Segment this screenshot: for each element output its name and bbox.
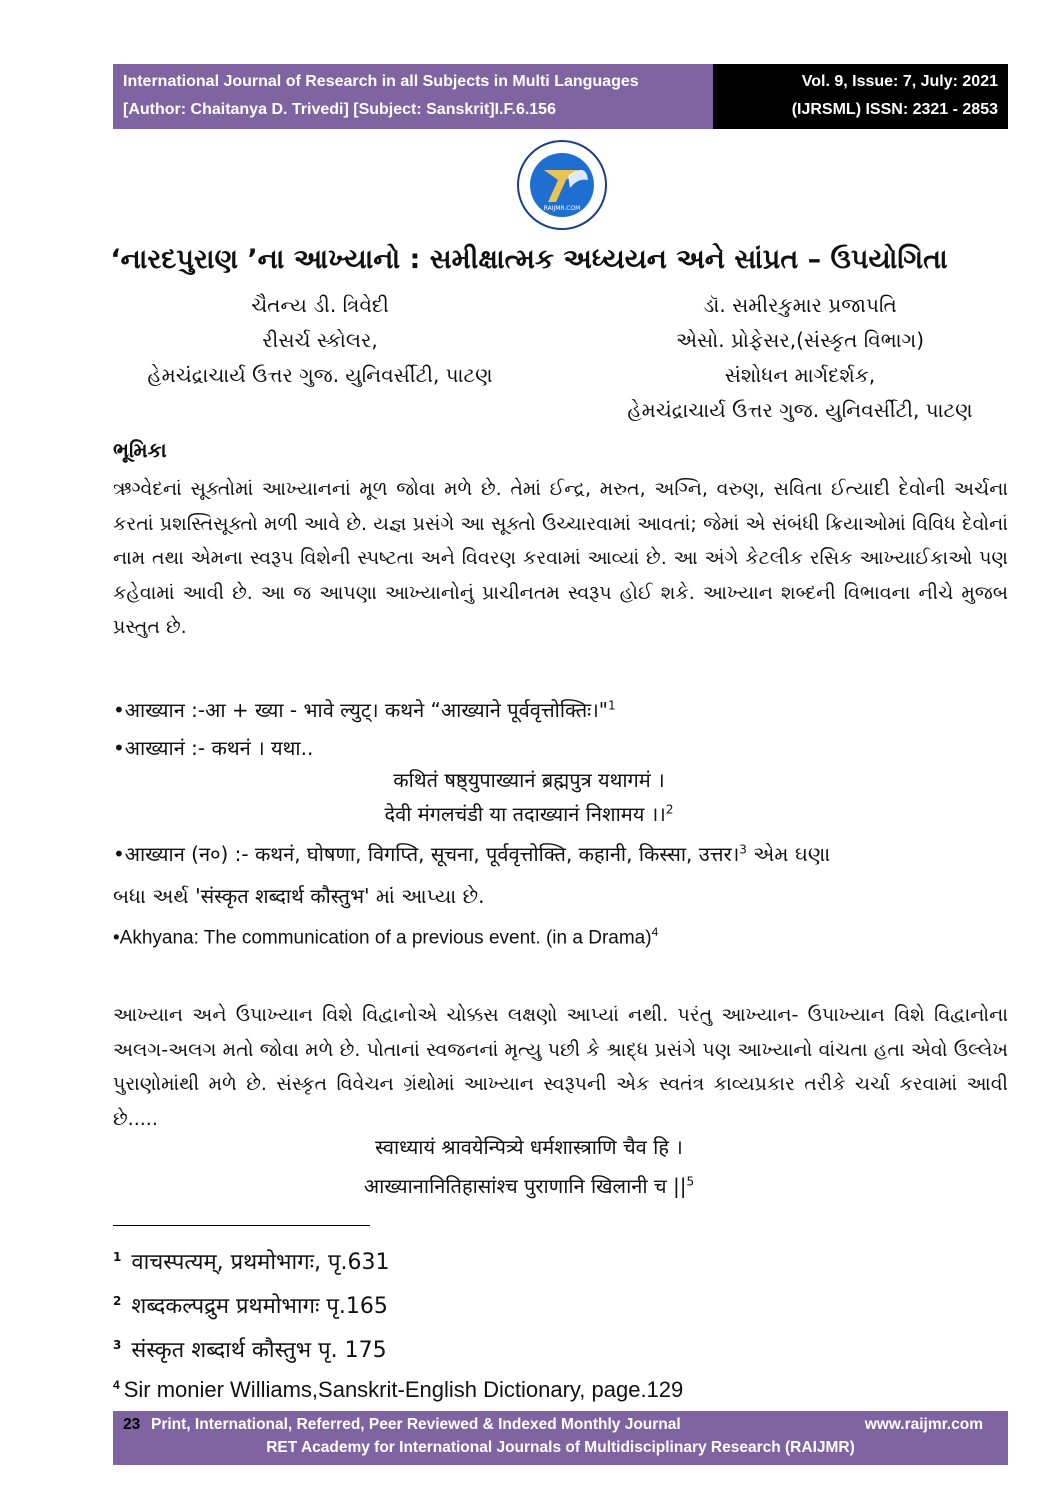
header-left (113, 64, 713, 129)
author-2-role: એસો. પ્રોફેસર,(સંસ્કૃત વિભાગ) (675, 328, 925, 352)
footnote-1 (113, 1246, 390, 1276)
author-subject: [Author: Chaitanya D. Trivedi] [Subject: Sanskrit]I.F.6.156 (123, 101, 556, 118)
verse-1-line-1: कथितं षष्ठ्युपाख्यानं ब्रह्मपुत्र यथागमं । (393, 768, 665, 792)
footnote-ref-2[interactable]: 2 (665, 802, 674, 817)
definition-3-tail: એમ ઘણા (746, 842, 831, 866)
footnote-text: वाचस्पत्यम्, प्रथमोभागः, पृ.631 (131, 1250, 390, 1275)
footnote-ref-3[interactable]: 3 (739, 842, 747, 857)
footer-line-1: Print, International, Referred, Peer Reviewed & Indexed Monthly Journal (151, 1416, 681, 1433)
footnote-divider (113, 1225, 370, 1226)
footnote-number: 3 (113, 1337, 122, 1352)
raijmr-logo-icon (508, 140, 616, 230)
issn: (IJRSML) ISSN: 2321 - 2853 (791, 101, 998, 118)
definition-1 (113, 696, 616, 723)
journal-name: International Journal of Research in all Subjects in Multi Languages (123, 73, 639, 90)
author-2-affiliation: હેમચંદ્રાચાર્ય ઉત્તર ગુજ. યુનિવર્સીટી, પાટણ (627, 398, 973, 422)
footnote-2 (113, 1290, 388, 1320)
footnote-3 (113, 1334, 387, 1364)
author-2-guide: સંશોધન માર્ગદર્શક, (724, 363, 876, 387)
intro-paragraph: ઋગ્વેદનાં સૂક્તોમાં આખ્યાનનાં મૂળ જોવા મળે છે. તેમાં ઈન્દ્ર, મરુત, અગ્નિ, વરુણ, સવિતા ઈત્યાદી દેવોની અર્ચના કરતાં પ્રશસ્તિસૂક્તો મળી આવે છે. યજ્ઞ પ્રસંગે આ સૂક્તો ઉચ્ચારવામાં આવતાં; જેમાં એ સંબંધી ક્રિયાઓમાં વિવિધ દેવોનાં નામ તથા એમના સ્વરૂપ વિશેની સ્પષ્ટતા અને વિવરણ કરવામાં આવ્યાં છે. આ અંગે કેટલીક રસિક આખ્યાઈકાઓ પણ કહેવામાં આવી છે. આ જ આપણા આખ્યાનોનું પ્રાચીનતમ સ્વરૂપ હોઈ શકે. આખ્યાન શબ્દની વિભાવના નીચે મુજબ પ્રસ્તુત છે. (113, 478, 1008, 638)
article-title: ‘નારદપુરાણ ’ના આખ્યાનો : સમીક્ષાત્મક અધ્યયન અને સાંપ્રત – ઉપયોગિતા (110, 244, 948, 275)
footnote-text: संस्कृत शब्दार्थ कौस्तुभ पृ. 175 (131, 1338, 387, 1363)
page-number: 23 (123, 1416, 141, 1433)
footnote-number: 2 (113, 1293, 122, 1308)
verse-2-line-2-text: आख्यानानितिहासांश्च पुराणानि खिलानी च || (363, 1174, 687, 1198)
definition-3 (113, 840, 1008, 867)
footnote-number: 4 (113, 1377, 120, 1392)
volume-info: Vol. 9, Issue: 7, July: 2021 (801, 73, 998, 90)
footnote-ref-1[interactable]: 1 (607, 698, 616, 713)
footnote-text: Sir monier Williams,Sanskrit-English Dictionary, page.129 (123, 1377, 684, 1402)
author-1-role: રીસર્ચ સ્કોલર, (262, 328, 378, 352)
definition-3-text: •आख्यान (न०) :- कथनं, घोषणा, विगप्ति, सूचना, पूर्ववृत्तोक्ति, कहानी, किस्सा, उत्तर। (113, 842, 740, 866)
footnote-4 (113, 1377, 683, 1403)
header-right (713, 64, 1008, 129)
journal-footer (113, 1411, 1008, 1465)
definition-3-continued: બધા અર્થ 'संस्कृत शब्दार्थ कौस्तुभ' માં આપ્યા છે. (113, 884, 485, 908)
footnote-ref-4[interactable]: 4 (651, 925, 659, 939)
definition-4 (113, 925, 658, 949)
footer-line-2: RET Academy for International Journals of Multidisciplinary Research (RAIJMR) (266, 1439, 855, 1456)
definition-2: •आख्यानं :- कथनं । यथा.. (113, 736, 314, 760)
footer-url[interactable]: www.raijmr.com (864, 1416, 983, 1433)
second-paragraph: આખ્યાન અને ઉપાખ્યાન વિશે વિદ્વાનોએ ચોક્કસ લક્ષણો આપ્યાં નથી. પરંતુ આખ્યાન- ઉપાખ્યાન વિશે વિદ્વાનોના અલગ-અલગ મતો જોવા મળે છે. પોતાનાં સ્વજનનાં મૃત્યુ પછી કે શ્રાદ્ધ પ્રસંગે પણ આખ્યાનો વાંચતા હતા એવો ઉલ્લેખ પુરાણોમાંથી મળે છે. સંસ્કૃત વિવેચન ગ્રંથોમાં આખ્યાન સ્વરૂપની એક સ્વતંત્ર કાવ્યપ્રકાર તરીકે ચર્ચા કરવામાં આવી છે..... (113, 1004, 1008, 1130)
footnote-text: शब्दकल्पद्रुम प्रथमोभागः पृ.165 (131, 1294, 388, 1319)
author-2-name: ડૉ. સમીરકુમાર પ્રજાપતિ (703, 293, 897, 317)
author-1-affiliation: હેમચંદ્રાચાર્ય ઉત્તર ગુજ. યુનિવર્સીટી, પાટણ (147, 363, 493, 387)
footnote-number: 1 (113, 1249, 122, 1264)
author-1 (140, 288, 500, 393)
definition-1-text: •आख्यान :-आ + ख्या - भावे ल्युट्। कथने “आख्याने पूर्ववृत्तोक्तिः।" (113, 698, 608, 722)
verse-2-line-1: स्वाध्यायं श्रावयेन्पित्र्ये धर्मशास्त्राणि चैव हि । (375, 1135, 683, 1159)
footnote-ref-5[interactable]: 5 (686, 1174, 695, 1189)
verse-1-line-2 (0, 800, 1058, 827)
verse-1-line-2-text: देवी मंगलचंडी या तदाख्यानं निशामय ।। (384, 802, 666, 826)
author-2 (610, 288, 990, 428)
svg-text:RAIJMR.COM: RAIJMR.COM (543, 205, 581, 212)
definition-4-text: •Akhyana: The communication of a previous event. (in a Drama) (113, 927, 652, 949)
verse-2-line-2 (0, 1172, 1058, 1199)
author-1-name: ચૈતન્ય ડી. ત્રિવેદી (251, 293, 389, 317)
section-heading: ભૂમિકા (113, 438, 167, 462)
journal-header (113, 64, 1008, 129)
